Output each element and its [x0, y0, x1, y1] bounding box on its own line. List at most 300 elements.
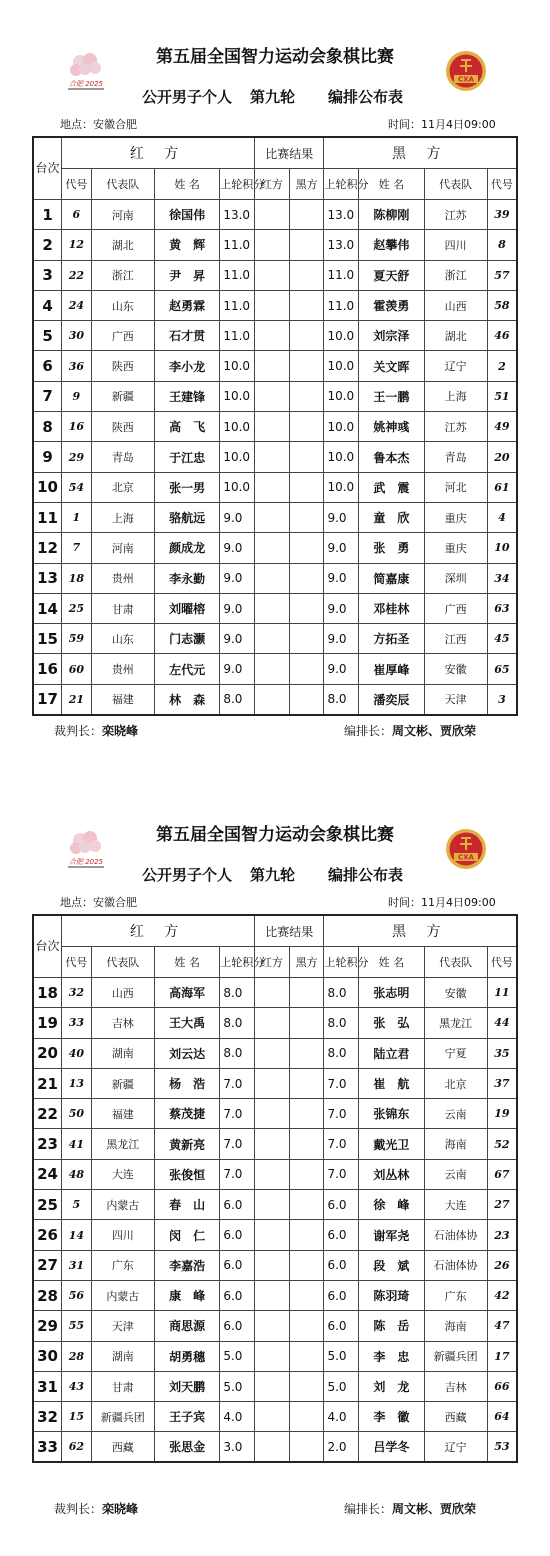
black-result-cell: [289, 351, 324, 381]
red-prev-pts-cell: 9.0: [220, 624, 255, 654]
red-prev-pts-cell: 9.0: [220, 502, 255, 532]
red-name-cell: 骆航远: [154, 502, 219, 532]
red-prev-pts-cell: 11.0: [220, 321, 255, 351]
red-team-cell: 陕西: [91, 412, 154, 442]
table-row: [33, 1129, 517, 1159]
red-name-cell: 林 森: [154, 684, 219, 714]
red-result-cell: [255, 1159, 290, 1189]
table-row: [33, 654, 517, 684]
black-code-cell: 57: [487, 260, 517, 290]
black-code-cell: 66: [487, 1371, 517, 1401]
red-prev-pts-cell: 8.0: [220, 684, 255, 714]
red-code-cell: 1: [62, 502, 92, 532]
red-result-cell: [255, 472, 290, 502]
table-row: [33, 1311, 517, 1341]
red-name-cell: 胡勇穗: [154, 1341, 219, 1371]
round-label: 第九轮: [250, 866, 296, 884]
black-team-cell: 湖北: [424, 321, 487, 351]
black-code-cell: 58: [487, 290, 517, 320]
table-row: [33, 978, 517, 1008]
black-code-cell: 27: [487, 1190, 517, 1220]
black-prev-pts-cell: 5.0: [324, 1341, 359, 1371]
red-prev-pts-cell: 8.0: [220, 1008, 255, 1038]
table-no-cell: 9: [33, 442, 62, 472]
red-result-cell: [255, 1038, 290, 1068]
red-result-cell: [255, 1008, 290, 1038]
red-team-cell: 黑龙江: [91, 1129, 154, 1159]
red-prev-pts-cell: 5.0: [220, 1371, 255, 1401]
black-team-cell: 辽宁: [424, 1432, 487, 1462]
black-team-cell: 江苏: [424, 200, 487, 230]
black-name-cell: 张 弘: [359, 1008, 424, 1038]
red-prev-pts-cell: 7.0: [220, 1159, 255, 1189]
black-code-cell: 37: [487, 1068, 517, 1098]
red-code-cell: 28: [62, 1341, 92, 1371]
red-result-cell: [255, 442, 290, 472]
black-result-cell: [289, 1068, 324, 1098]
red-code-cell: 7: [62, 533, 92, 563]
black-name-cell: 陈 岳: [359, 1311, 424, 1341]
black-code-cell: 39: [487, 200, 517, 230]
table-no-cell: 27: [33, 1250, 62, 1280]
red-name-cell: 石才贯: [154, 321, 219, 351]
table-no-cell: 16: [33, 654, 62, 684]
black-result-cell: [289, 1190, 324, 1220]
black-name-cell: 段 斌: [359, 1250, 424, 1280]
table-no-cell: 33: [33, 1432, 62, 1462]
table-row: [33, 412, 517, 442]
red-result-cell: [255, 1371, 290, 1401]
black-name-cell: 童 欣: [359, 502, 424, 532]
red-prev-pts-header: 上轮积分: [220, 169, 255, 200]
black-result-cell: [289, 654, 324, 684]
red-code-cell: 41: [62, 1129, 92, 1159]
red-team-cell: 北京: [91, 472, 154, 502]
red-name-cell: 赵勇霖: [154, 290, 219, 320]
black-code-header: 代号: [487, 947, 517, 978]
black-result-cell: [289, 1220, 324, 1250]
red-code-cell: 25: [62, 593, 92, 623]
table-row: [33, 1099, 517, 1129]
black-prev-pts-cell: 10.0: [324, 412, 359, 442]
red-prev-pts-cell: 6.0: [220, 1190, 255, 1220]
black-team-cell: 海南: [424, 1129, 487, 1159]
black-side-header: 黑 方: [324, 915, 517, 947]
red-side-header: 红 方: [62, 915, 255, 947]
black-result-cell: [289, 624, 324, 654]
table-no-header: 台次: [33, 915, 62, 978]
red-result-cell: [255, 1280, 290, 1310]
page-title: 第五届全国智力运动会象棋比赛: [156, 825, 394, 845]
table-no-cell: 15: [33, 624, 62, 654]
black-code-cell: 61: [487, 472, 517, 502]
black-prev-pts-cell: 5.0: [324, 1371, 359, 1401]
black-prev-pts-cell: 4.0: [324, 1402, 359, 1432]
black-result-cell: [289, 593, 324, 623]
red-name-cell: 闵 仁: [154, 1220, 219, 1250]
red-code-cell: 54: [62, 472, 92, 502]
red-prev-pts-cell: 11.0: [220, 290, 255, 320]
black-name-cell: 简嘉康: [359, 563, 424, 593]
black-team-cell: 河北: [424, 472, 487, 502]
black-prev-pts-cell: 2.0: [324, 1432, 359, 1462]
black-team-cell: 石油体协: [424, 1250, 487, 1280]
black-team-cell: 江苏: [424, 412, 487, 442]
table-row: [33, 230, 517, 260]
red-prev-pts-cell: 10.0: [220, 351, 255, 381]
red-result-cell: [255, 1402, 290, 1432]
black-side-header: 黑 方: [324, 137, 517, 169]
black-name-cell: 陆立君: [359, 1038, 424, 1068]
red-prev-pts-cell: 6.0: [220, 1311, 255, 1341]
black-code-cell: 20: [487, 442, 517, 472]
black-result-cell: [289, 1371, 324, 1401]
red-result-cell: [255, 502, 290, 532]
red-prev-pts-cell: 7.0: [220, 1099, 255, 1129]
black-team-cell: 天津: [424, 684, 487, 714]
black-result-cell: [289, 1099, 324, 1129]
red-name-cell: 黄 辉: [154, 230, 219, 260]
black-result-cell: [289, 563, 324, 593]
black-name-cell: 夏天舒: [359, 260, 424, 290]
black-result-cell: [289, 1159, 324, 1189]
red-prev-pts-cell: 11.0: [220, 230, 255, 260]
table-row: [33, 1250, 517, 1280]
red-team-cell: 吉林: [91, 1008, 154, 1038]
black-name-cell: 陈羽琦: [359, 1280, 424, 1310]
black-result-cell: [289, 533, 324, 563]
black-prev-pts-cell: 11.0: [324, 260, 359, 290]
red-prev-pts-cell: 6.0: [220, 1280, 255, 1310]
black-prev-pts-cell: 7.0: [324, 1129, 359, 1159]
black-code-cell: 65: [487, 654, 517, 684]
black-code-cell: 3: [487, 684, 517, 714]
black-team-cell: 山西: [424, 290, 487, 320]
red-code-cell: 43: [62, 1371, 92, 1401]
red-prev-pts-cell: 6.0: [220, 1250, 255, 1280]
red-code-cell: 21: [62, 684, 92, 714]
red-team-cell: 贵州: [91, 563, 154, 593]
red-team-cell: 新疆: [91, 1068, 154, 1098]
black-prev-pts-cell: 6.0: [324, 1311, 359, 1341]
black-result-cell: [289, 978, 324, 1008]
chief-organizer: 编排长：周文彬、贾欣荣: [344, 724, 477, 738]
black-code-cell: 17: [487, 1341, 517, 1371]
black-team-cell: 四川: [424, 230, 487, 260]
black-team-cell: 重庆: [424, 533, 487, 563]
table-row: [33, 1280, 517, 1310]
red-result-cell: [255, 1129, 290, 1159]
result-header: 比赛结果: [255, 137, 324, 169]
table-no-cell: 20: [33, 1038, 62, 1068]
red-name-cell: 商思源: [154, 1311, 219, 1341]
red-code-cell: 36: [62, 351, 92, 381]
red-name-cell: 李小龙: [154, 351, 219, 381]
red-result-header: 红方: [255, 169, 290, 200]
black-name-cell: 陈柳刚: [359, 200, 424, 230]
red-result-cell: [255, 684, 290, 714]
red-name-cell: 左代元: [154, 654, 219, 684]
black-team-cell: 浙江: [424, 260, 487, 290]
red-code-cell: 13: [62, 1068, 92, 1098]
red-prev-pts-cell: 5.0: [220, 1341, 255, 1371]
table-row: [33, 321, 517, 351]
black-team-cell: 云南: [424, 1159, 487, 1189]
notice-label: 编排公布表: [328, 866, 404, 884]
event-name: 公开男子个人: [142, 866, 233, 884]
table-row: [33, 624, 517, 654]
black-result-cell: [289, 200, 324, 230]
red-prev-pts-header: 上轮积分: [220, 947, 255, 978]
red-side-header: 红 方: [62, 137, 255, 169]
black-name-cell: 张志明: [359, 978, 424, 1008]
red-result-cell: [255, 1099, 290, 1129]
red-prev-pts-cell: 9.0: [220, 533, 255, 563]
table-row: [33, 563, 517, 593]
red-team-header: 代表队: [91, 947, 154, 978]
red-prev-pts-cell: 10.0: [220, 472, 255, 502]
table-row: [33, 200, 517, 230]
red-team-cell: 青岛: [91, 442, 154, 472]
table-row: [33, 1190, 517, 1220]
black-prev-pts-cell: 9.0: [324, 533, 359, 563]
red-name-cell: 张思金: [154, 1432, 219, 1462]
red-result-cell: [255, 1220, 290, 1250]
table-no-cell: 1: [33, 200, 62, 230]
red-name-cell: 蔡茂捷: [154, 1099, 219, 1129]
black-code-cell: 10: [487, 533, 517, 563]
red-team-cell: 四川: [91, 1220, 154, 1250]
red-name-cell: 刘云达: [154, 1038, 219, 1068]
red-name-cell: 杨 浩: [154, 1068, 219, 1098]
black-team-cell: 石油体协: [424, 1220, 487, 1250]
table-no-cell: 19: [33, 1008, 62, 1038]
black-code-cell: 67: [487, 1159, 517, 1189]
table-row: [33, 1008, 517, 1038]
red-result-cell: [255, 1432, 290, 1462]
black-code-header: 代号: [487, 169, 517, 200]
black-team-cell: 上海: [424, 381, 487, 411]
black-prev-pts-cell: 9.0: [324, 563, 359, 593]
black-team-cell: 大连: [424, 1190, 487, 1220]
red-prev-pts-cell: 7.0: [220, 1129, 255, 1159]
black-team-cell: 广东: [424, 1280, 487, 1310]
red-code-cell: 56: [62, 1280, 92, 1310]
black-result-cell: [289, 321, 324, 351]
black-name-cell: 鲁本杰: [359, 442, 424, 472]
black-prev-pts-cell: 8.0: [324, 1038, 359, 1068]
red-result-cell: [255, 321, 290, 351]
red-code-cell: 22: [62, 260, 92, 290]
red-code-cell: 5: [62, 1190, 92, 1220]
red-name-cell: 于江忠: [154, 442, 219, 472]
chief-organizer: 编排长：周文彬、贾欣荣: [344, 1502, 477, 1516]
black-name-cell: 李 徽: [359, 1402, 424, 1432]
black-result-cell: [289, 1129, 324, 1159]
table-row: [33, 290, 517, 320]
red-name-cell: 李嘉浩: [154, 1250, 219, 1280]
black-prev-pts-cell: 11.0: [324, 290, 359, 320]
red-code-cell: 50: [62, 1099, 92, 1129]
black-code-cell: 47: [487, 1311, 517, 1341]
table-no-cell: 4: [33, 290, 62, 320]
black-code-cell: 19: [487, 1099, 517, 1129]
black-result-cell: [289, 1402, 324, 1432]
red-code-header: 代号: [62, 947, 92, 978]
red-team-cell: 广西: [91, 321, 154, 351]
red-code-cell: 29: [62, 442, 92, 472]
black-team-cell: 宁夏: [424, 1038, 487, 1068]
table-row: [33, 472, 517, 502]
red-result-cell: [255, 351, 290, 381]
red-result-cell: [255, 381, 290, 411]
table-no-cell: 31: [33, 1371, 62, 1401]
red-team-cell: 湖北: [91, 230, 154, 260]
red-team-cell: 上海: [91, 502, 154, 532]
red-team-header: 代表队: [91, 169, 154, 200]
table-row: [33, 533, 517, 563]
black-team-cell: 江西: [424, 624, 487, 654]
red-team-cell: 陕西: [91, 351, 154, 381]
red-result-cell: [255, 1311, 290, 1341]
red-result-cell: [255, 1341, 290, 1371]
black-prev-pts-header: 上轮积分: [324, 169, 359, 200]
black-name-cell: 崔 航: [359, 1068, 424, 1098]
red-prev-pts-cell: 9.0: [220, 654, 255, 684]
red-code-cell: 14: [62, 1220, 92, 1250]
black-team-cell: 安徽: [424, 978, 487, 1008]
pairings-body: [33, 200, 517, 715]
red-name-cell: 张俊恒: [154, 1159, 219, 1189]
black-prev-pts-cell: 10.0: [324, 381, 359, 411]
black-name-cell: 姚神彧: [359, 412, 424, 442]
black-team-cell: 海南: [424, 1311, 487, 1341]
round-label: 第九轮: [250, 88, 296, 106]
black-result-cell: [289, 381, 324, 411]
table-row: [33, 593, 517, 623]
black-name-cell: 徐 峰: [359, 1190, 424, 1220]
cxa-emblem-icon: [445, 828, 487, 870]
svg-text:CXA: CXA: [458, 75, 474, 84]
red-team-cell: 新疆兵团: [91, 1402, 154, 1432]
black-name-cell: 王一鹏: [359, 381, 424, 411]
table-no-cell: 17: [33, 684, 62, 714]
table-no-cell: 26: [33, 1220, 62, 1250]
black-result-cell: [289, 1311, 324, 1341]
table-no-cell: 12: [33, 533, 62, 563]
black-team-header: 代表队: [424, 169, 487, 200]
black-prev-pts-cell: 7.0: [324, 1159, 359, 1189]
black-code-cell: 35: [487, 1038, 517, 1068]
red-prev-pts-cell: 6.0: [220, 1220, 255, 1250]
black-result-cell: [289, 412, 324, 442]
black-name-cell: 潘奕辰: [359, 684, 424, 714]
table-no-cell: 24: [33, 1159, 62, 1189]
red-code-cell: 15: [62, 1402, 92, 1432]
red-name-cell: 王建锋: [154, 381, 219, 411]
table-no-cell: 29: [33, 1311, 62, 1341]
table-no-cell: 2: [33, 230, 62, 260]
red-code-cell: 62: [62, 1432, 92, 1462]
black-result-cell: [289, 472, 324, 502]
red-team-cell: 湖南: [91, 1341, 154, 1371]
table-row: [33, 1038, 517, 1068]
svg-text:CXA: CXA: [458, 853, 474, 862]
red-name-cell: 刘天鹏: [154, 1371, 219, 1401]
table-no-cell: 25: [33, 1190, 62, 1220]
red-name-cell: 黄新亮: [154, 1129, 219, 1159]
table-no-cell: 3: [33, 260, 62, 290]
red-name-cell: 高 飞: [154, 412, 219, 442]
black-name-cell: 吕学冬: [359, 1432, 424, 1462]
black-code-cell: 26: [487, 1250, 517, 1280]
red-prev-pts-cell: 13.0: [220, 200, 255, 230]
black-code-cell: 51: [487, 381, 517, 411]
red-team-cell: 甘肃: [91, 1371, 154, 1401]
black-result-cell: [289, 260, 324, 290]
red-team-cell: 大连: [91, 1159, 154, 1189]
black-result-cell: [289, 1038, 324, 1068]
black-prev-pts-cell: 13.0: [324, 230, 359, 260]
table-no-cell: 6: [33, 351, 62, 381]
black-prev-pts-header: 上轮积分: [324, 947, 359, 978]
black-code-cell: 8: [487, 230, 517, 260]
red-result-cell: [255, 624, 290, 654]
red-result-cell: [255, 1068, 290, 1098]
black-code-cell: 44: [487, 1008, 517, 1038]
black-code-cell: 11: [487, 978, 517, 1008]
red-prev-pts-cell: 9.0: [220, 563, 255, 593]
table-no-cell: 30: [33, 1341, 62, 1371]
black-prev-pts-cell: 6.0: [324, 1250, 359, 1280]
red-name-cell: 尹 昇: [154, 260, 219, 290]
black-prev-pts-cell: 9.0: [324, 502, 359, 532]
table-no-cell: 13: [33, 563, 62, 593]
black-name-cell: 武 震: [359, 472, 424, 502]
black-team-cell: 重庆: [424, 502, 487, 532]
red-prev-pts-cell: 7.0: [220, 1068, 255, 1098]
black-code-cell: 46: [487, 321, 517, 351]
black-team-cell: 辽宁: [424, 351, 487, 381]
black-name-cell: 霍羡勇: [359, 290, 424, 320]
black-prev-pts-cell: 8.0: [324, 684, 359, 714]
red-team-cell: 天津: [91, 1311, 154, 1341]
red-result-cell: [255, 654, 290, 684]
red-team-cell: 河南: [91, 200, 154, 230]
black-prev-pts-cell: 6.0: [324, 1220, 359, 1250]
black-prev-pts-cell: 13.0: [324, 200, 359, 230]
table-row: [33, 1341, 517, 1371]
red-code-cell: 30: [62, 321, 92, 351]
red-name-cell: 王大禹: [154, 1008, 219, 1038]
table-no-cell: 28: [33, 1280, 62, 1310]
notice-label: 编排公布表: [328, 88, 404, 106]
red-result-cell: [255, 1190, 290, 1220]
red-team-cell: 福建: [91, 684, 154, 714]
black-team-cell: 吉林: [424, 1371, 487, 1401]
table-row: [33, 1402, 517, 1432]
red-prev-pts-cell: 9.0: [220, 593, 255, 623]
black-result-header: 黑方: [289, 947, 324, 978]
red-team-cell: 湖南: [91, 1038, 154, 1068]
black-team-cell: 西藏: [424, 1402, 487, 1432]
time-text: 时间：11月4日09:00: [388, 118, 496, 131]
black-prev-pts-cell: 10.0: [324, 321, 359, 351]
time-text: 时间：11月4日09:00: [388, 896, 496, 909]
black-team-cell: 云南: [424, 1099, 487, 1129]
page-title: 第五届全国智力运动会象棋比赛: [156, 47, 394, 67]
table-row: [33, 442, 517, 472]
